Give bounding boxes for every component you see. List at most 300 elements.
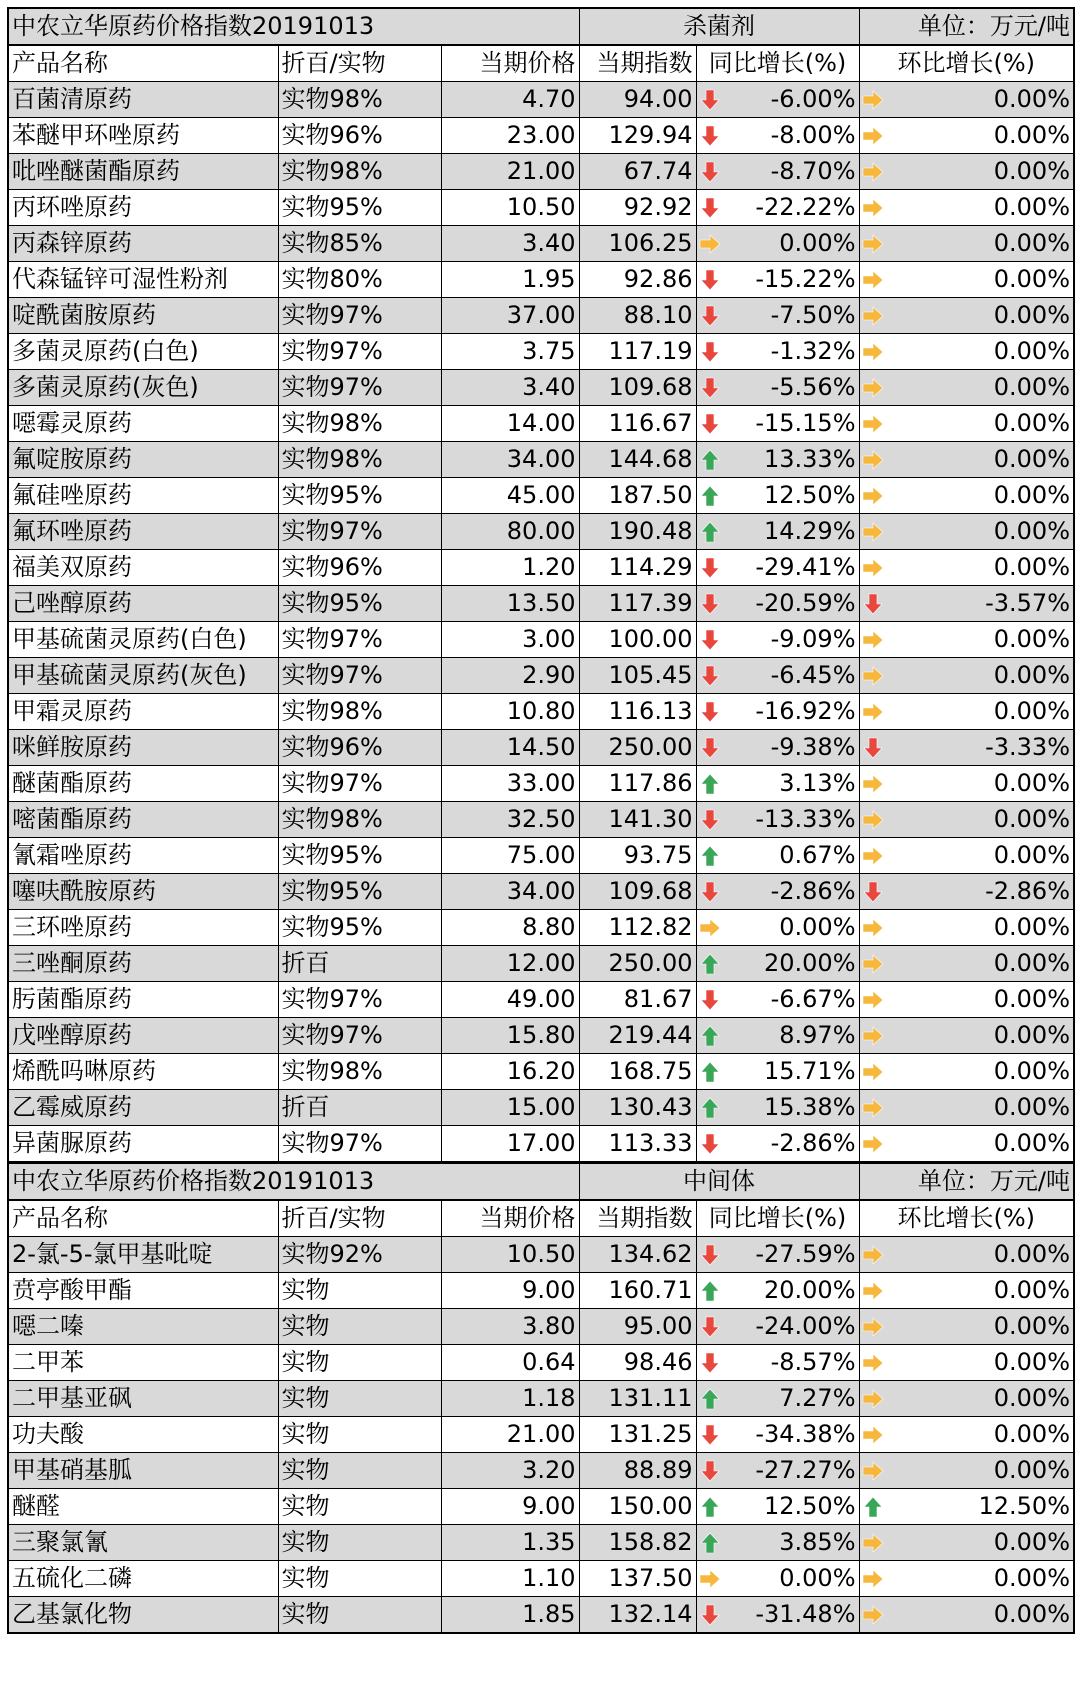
mom-cell-content [863,370,1071,405]
right-arrow-icon [862,1097,884,1119]
mom-cell-value: 0.00% [993,229,1070,257]
mom-cell-content [863,658,1071,693]
header-yoy: 同比增长(%) [696,45,859,82]
mom-cell-value: 0.00% [993,1057,1070,1085]
product-name: 己唑醇原药 [8,586,278,622]
down-arrow-icon [699,737,721,759]
yoy-cell [696,1345,859,1381]
down-arrow-icon [862,737,884,759]
mom-cell [859,802,1074,838]
yoy-cell-content [700,910,856,945]
down-arrow-icon [699,1352,721,1374]
product-name: 氟环唑原药 [8,514,278,550]
mom-cell-value: 0.00% [993,1348,1070,1376]
right-arrow-icon [862,269,884,291]
price-cell: 14.50 [441,730,579,766]
index-cell: 95.00 [579,1309,696,1345]
right-arrow-icon [862,1061,884,1083]
yoy-cell [696,586,859,622]
yoy-cell-value: -24.00% [755,1312,856,1340]
header-yoy: 同比增长(%) [696,1200,859,1237]
mom-cell-content [863,1345,1071,1380]
mom-cell-value: 0.00% [993,1129,1070,1157]
table-row [8,766,1074,802]
right-arrow-icon [862,449,884,471]
mom-cell [859,262,1074,298]
right-arrow-icon [862,557,884,579]
header-index: 当期指数 [579,1200,696,1237]
product-name: 烯酰吗啉原药 [8,1054,278,1090]
product-name: 嘧菌酯原药 [8,802,278,838]
yoy-cell-content [700,982,856,1017]
mom-cell [859,1309,1074,1345]
spec-cell: 实物97% [278,298,441,334]
yoy-cell [696,370,859,406]
down-arrow-icon [699,989,721,1011]
yoy-cell [696,406,859,442]
mom-cell-content [863,118,1071,153]
down-arrow-icon [699,629,721,651]
mom-cell-content [863,154,1071,189]
spec-cell: 折百 [278,1090,441,1126]
yoy-cell-content [700,730,856,765]
index-cell: 114.29 [579,550,696,586]
table-row [8,154,1074,190]
product-name: 醚醛 [8,1489,278,1525]
header-mom: 环比增长(%) [859,45,1074,82]
yoy-cell [696,658,859,694]
price-cell: 1.10 [441,1561,579,1597]
yoy-cell-content [700,1489,856,1524]
product-name: 二甲苯 [8,1345,278,1381]
index-cell: 250.00 [579,730,696,766]
product-name: 氟啶胺原药 [8,442,278,478]
mom-cell [859,298,1074,334]
mom-cell-content [863,1417,1071,1452]
yoy-cell [696,1381,859,1417]
down-arrow-icon [699,881,721,903]
index-cell: 100.00 [579,622,696,658]
yoy-cell-value: 7.27% [779,1384,856,1412]
yoy-cell-value: 0.00% [779,229,856,257]
spec-cell: 实物95% [278,478,441,514]
up-arrow-icon [699,1061,721,1083]
mom-cell [859,766,1074,802]
mom-cell [859,982,1074,1018]
yoy-cell-value: 13.33% [763,445,856,473]
right-arrow-icon [862,413,884,435]
mom-cell-content [863,262,1071,297]
mom-cell-value: 0.00% [993,1600,1070,1628]
mom-cell-content [863,1237,1071,1272]
yoy-cell-value: -13.33% [755,805,856,833]
yoy-cell-content [700,1597,856,1632]
right-arrow-icon [862,665,884,687]
index-cell: 117.19 [579,334,696,370]
mom-cell-value: -3.33% [985,733,1070,761]
mom-cell-value: 0.00% [993,1276,1070,1304]
spec-cell: 实物 [278,1525,441,1561]
price-cell: 3.80 [441,1309,579,1345]
yoy-cell [696,1090,859,1126]
yoy-cell-value: -8.70% [770,157,856,185]
price-cell: 16.20 [441,1054,579,1090]
yoy-cell-value: 0.00% [779,1564,856,1592]
mom-cell [859,658,1074,694]
down-arrow-icon [699,413,721,435]
product-name: 功夫酸 [8,1417,278,1453]
mom-cell-content [863,442,1071,477]
yoy-cell [696,874,859,910]
right-arrow-icon [862,845,884,867]
table-row [8,478,1074,514]
yoy-cell-content [700,298,856,333]
yoy-cell [696,1054,859,1090]
yoy-cell-content [700,406,856,441]
product-name: 噁二嗪 [8,1309,278,1345]
yoy-cell-value: -7.50% [770,301,856,329]
spec-cell: 实物 [278,1597,441,1634]
index-cell: 160.71 [579,1273,696,1309]
table-row [8,370,1074,406]
header-mom: 环比增长(%) [859,1200,1074,1237]
product-name: 肟菌酯原药 [8,982,278,1018]
yoy-cell-content [700,1453,856,1488]
yoy-cell [696,1525,859,1561]
yoy-cell-value: 20.00% [763,1276,856,1304]
yoy-cell [696,226,859,262]
product-name: 异菌脲原药 [8,1126,278,1163]
price-cell: 3.40 [441,370,579,406]
yoy-cell-content [700,802,856,837]
right-arrow-icon [862,1133,884,1155]
index-cell: 130.43 [579,1090,696,1126]
table-row [8,1345,1074,1381]
yoy-cell [696,622,859,658]
yoy-cell-content [700,118,856,153]
down-arrow-icon [699,557,721,579]
mom-cell-value: 0.00% [993,157,1070,185]
yoy-cell [696,982,859,1018]
spec-cell: 实物80% [278,262,441,298]
right-arrow-icon [862,305,884,327]
table-row [8,1018,1074,1054]
mom-cell [859,190,1074,226]
mom-cell [859,1561,1074,1597]
mom-cell [859,82,1074,118]
mom-cell-content [863,1273,1071,1308]
spec-cell: 实物 [278,1273,441,1309]
price-index-report [7,7,1073,1688]
index-cell: 92.92 [579,190,696,226]
mom-cell [859,1018,1074,1054]
price-table [7,7,1075,1634]
header-product-name: 产品名称 [8,45,278,82]
index-cell: 113.33 [579,1126,696,1163]
up-arrow-icon [862,1496,884,1518]
spec-cell: 实物85% [278,226,441,262]
spec-cell: 实物96% [278,118,441,154]
index-cell: 112.82 [579,910,696,946]
yoy-cell [696,1273,859,1309]
mom-cell-content [863,1090,1071,1125]
mom-cell [859,514,1074,550]
yoy-cell [696,910,859,946]
index-cell: 219.44 [579,1018,696,1054]
yoy-cell-value: -8.00% [770,121,856,149]
mom-cell [859,838,1074,874]
yoy-cell-content [700,1273,856,1308]
right-arrow-icon [862,1604,884,1626]
right-arrow-icon [862,1244,884,1266]
table-row [8,874,1074,910]
spec-cell: 实物97% [278,622,441,658]
mom-cell-content [863,1525,1071,1560]
index-cell: 92.86 [579,262,696,298]
product-name: 2-氯-5-氯甲基吡啶 [8,1237,278,1273]
spec-cell: 实物 [278,1453,441,1489]
table-row [8,442,1074,478]
product-name: 噻呋酰胺原药 [8,874,278,910]
mom-cell [859,1126,1074,1163]
yoy-cell [696,1018,859,1054]
spec-cell: 实物98% [278,406,441,442]
product-name: 噁霉灵原药 [8,406,278,442]
down-arrow-icon [699,305,721,327]
mom-cell-content [863,1126,1071,1161]
table-row [8,586,1074,622]
product-name: 百菌清原药 [8,82,278,118]
mom-cell-value: 0.00% [993,409,1070,437]
right-arrow-icon [862,485,884,507]
product-name: 氰霜唑原药 [8,838,278,874]
product-name: 多菌灵原药(白色) [8,334,278,370]
mom-cell-value: 0.00% [993,373,1070,401]
yoy-cell-value: 12.50% [763,1492,856,1520]
up-arrow-icon [699,485,721,507]
header-spec: 折百/实物 [278,45,441,82]
section-title-row [8,8,1074,45]
mom-cell-value: 0.00% [993,193,1070,221]
price-cell: 14.00 [441,406,579,442]
mom-cell-content [863,766,1071,801]
index-cell: 190.48 [579,514,696,550]
table-row [8,838,1074,874]
yoy-cell-value: -6.00% [770,85,856,113]
index-cell: 94.00 [579,82,696,118]
product-name: 啶酰菌胺原药 [8,298,278,334]
index-cell: 144.68 [579,442,696,478]
mom-cell-value: -3.57% [985,589,1070,617]
table-row [8,1273,1074,1309]
mom-cell-content [863,1597,1071,1632]
mom-cell-content [863,406,1071,441]
right-arrow-icon [862,989,884,1011]
yoy-cell-content [700,370,856,405]
price-cell: 3.75 [441,334,579,370]
mom-cell-value: 0.00% [993,1564,1070,1592]
index-cell: 109.68 [579,874,696,910]
mom-cell [859,550,1074,586]
price-cell: 33.00 [441,766,579,802]
mom-cell-value: 0.00% [993,1420,1070,1448]
header-spec: 折百/实物 [278,1200,441,1237]
right-arrow-icon [862,917,884,939]
yoy-cell-value: -5.56% [770,373,856,401]
price-cell: 1.95 [441,262,579,298]
yoy-cell-content [700,658,856,693]
mom-cell-content [863,730,1071,765]
header-price: 当期价格 [441,1200,579,1237]
spec-cell: 折百 [278,946,441,982]
spec-cell: 实物95% [278,874,441,910]
index-cell: 106.25 [579,226,696,262]
yoy-cell [696,946,859,982]
spec-cell: 实物98% [278,442,441,478]
yoy-cell-content [700,1126,856,1161]
yoy-cell [696,334,859,370]
mom-cell-value: 12.50% [978,1492,1070,1520]
mom-cell-content [863,1054,1071,1089]
table-row [8,622,1074,658]
index-cell: 134.62 [579,1237,696,1273]
column-header-row [8,1200,1074,1237]
product-name: 醚菌酯原药 [8,766,278,802]
right-arrow-icon [862,1025,884,1047]
price-cell: 10.80 [441,694,579,730]
yoy-cell [696,730,859,766]
mom-cell [859,730,1074,766]
mom-cell-value: 0.00% [993,985,1070,1013]
table-row [8,730,1074,766]
table-row [8,298,1074,334]
mom-cell [859,1237,1074,1273]
right-arrow-icon [862,1568,884,1590]
right-arrow-icon [862,1316,884,1338]
mom-cell-content [863,802,1071,837]
product-name: 苯醚甲环唑原药 [8,118,278,154]
mom-cell-value: 0.00% [993,445,1070,473]
yoy-cell-content [700,1090,856,1125]
mom-cell-value: 0.00% [993,913,1070,941]
product-name: 代森锰锌可湿性粉剂 [8,262,278,298]
product-name: 贲亭酸甲酯 [8,1273,278,1309]
yoy-cell [696,154,859,190]
right-arrow-icon [862,89,884,111]
table-row [8,550,1074,586]
up-arrow-icon [699,521,721,543]
table-row [8,190,1074,226]
price-cell: 15.80 [441,1018,579,1054]
yoy-cell-content [700,442,856,477]
yoy-cell-content [700,622,856,657]
right-arrow-icon [699,1568,721,1590]
mom-cell [859,478,1074,514]
table-row [8,1453,1074,1489]
right-arrow-icon [862,521,884,543]
table-row [8,694,1074,730]
product-name: 甲基硝基胍 [8,1453,278,1489]
right-arrow-icon [862,1424,884,1446]
right-arrow-icon [862,197,884,219]
table-row [8,1561,1074,1597]
product-name: 丙环唑原药 [8,190,278,226]
yoy-cell-value: -27.59% [755,1240,856,1268]
mom-cell-value: 0.00% [993,553,1070,581]
yoy-cell-content [700,1345,856,1380]
category-label: 杀菌剂 [579,8,859,45]
yoy-cell-value: -2.86% [770,1129,856,1157]
product-name: 甲基硫菌灵原药(白色) [8,622,278,658]
down-arrow-icon [699,377,721,399]
index-cell: 105.45 [579,658,696,694]
index-cell: 81.67 [579,982,696,1018]
mom-cell-content [863,1309,1071,1344]
price-cell: 1.85 [441,1597,579,1634]
table-row [8,1054,1074,1090]
product-name: 五硫化二磷 [8,1561,278,1597]
index-cell: 129.94 [579,118,696,154]
product-name: 多菌灵原药(灰色) [8,370,278,406]
mom-cell [859,1090,1074,1126]
yoy-cell-content [700,946,856,981]
right-arrow-icon [862,1352,884,1374]
right-arrow-icon [862,377,884,399]
mom-cell-content [863,1453,1071,1488]
price-cell: 32.50 [441,802,579,838]
down-arrow-icon [862,593,884,615]
price-cell: 10.50 [441,1237,579,1273]
mom-cell-content [863,838,1071,873]
mom-cell [859,1489,1074,1525]
mom-cell-content [863,298,1071,333]
mom-cell-value: 0.00% [993,1528,1070,1556]
product-name: 三环唑原药 [8,910,278,946]
product-name: 三唑酮原药 [8,946,278,982]
yoy-cell [696,1561,859,1597]
price-cell: 37.00 [441,298,579,334]
yoy-cell [696,1126,859,1163]
mom-cell [859,1417,1074,1453]
yoy-cell-value: 15.71% [763,1057,856,1085]
yoy-cell [696,838,859,874]
right-arrow-icon [862,1388,884,1410]
spec-cell: 实物 [278,1381,441,1417]
mom-cell-content [863,190,1071,225]
spec-cell: 实物97% [278,370,441,406]
price-cell: 3.20 [441,1453,579,1489]
price-cell: 4.70 [441,82,579,118]
yoy-cell-value: -16.92% [755,697,856,725]
index-cell: 109.68 [579,370,696,406]
price-cell: 10.50 [441,190,579,226]
mom-cell-value: 0.00% [993,841,1070,869]
mom-cell-value: 0.00% [993,661,1070,689]
product-name: 甲基硫菌灵原药(灰色) [8,658,278,694]
table-row [8,946,1074,982]
table-row [8,1126,1074,1163]
spec-cell: 实物96% [278,730,441,766]
mom-cell-content [863,226,1071,261]
mom-cell [859,226,1074,262]
table-row [8,118,1074,154]
mom-cell-content [863,550,1071,585]
right-arrow-icon [862,953,884,975]
spec-cell: 实物95% [278,586,441,622]
yoy-cell [696,262,859,298]
index-cell: 116.67 [579,406,696,442]
down-arrow-icon [699,1424,721,1446]
